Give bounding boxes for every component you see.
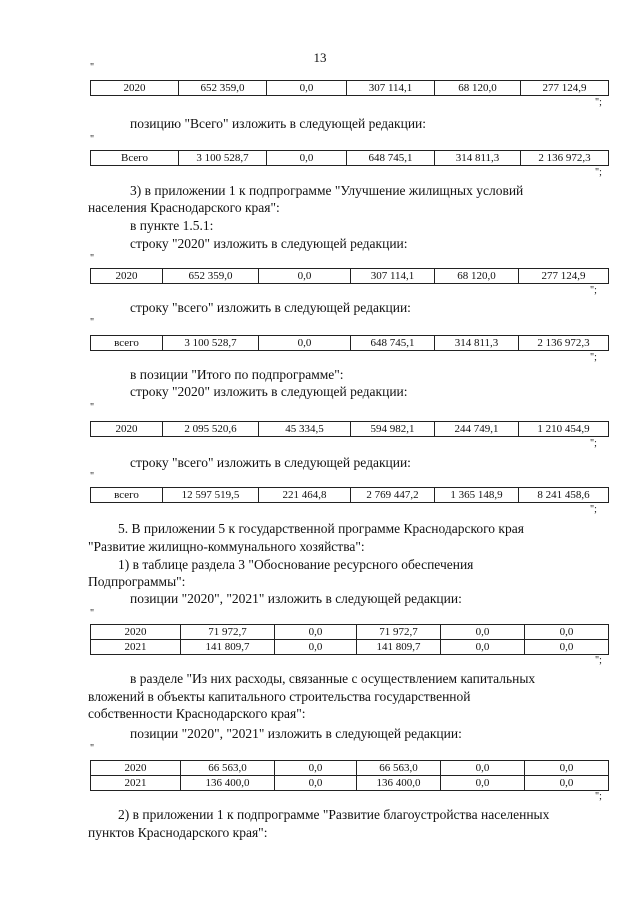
table-cell: 0,0 (525, 761, 609, 776)
paragraph: в пункте 1.5.1: (130, 218, 214, 233)
table-cell: 0,0 (525, 776, 609, 791)
table-cell: 0,0 (441, 640, 525, 655)
paragraph: позицию "Всего" изложить в следующей редакции: (130, 116, 427, 131)
table-cell: 0,0 (259, 336, 351, 351)
table-cell: 68 120,0 (435, 81, 521, 96)
open-quote: " (90, 402, 95, 413)
paragraph: строку "всего" изложить в следующей редакции: (130, 455, 411, 470)
table-row (91, 640, 609, 655)
table-cell: 1 365 148,9 (435, 488, 519, 503)
table-cell: 652 359,0 (163, 269, 259, 284)
table-cell: 45 334,5 (259, 422, 351, 437)
table-cell: всего (91, 336, 163, 351)
paragraph: вложений в объекты капитального строительства государственной (88, 689, 471, 704)
page-number: 13 (313, 50, 327, 65)
close-quote: "; (595, 167, 602, 178)
table-cell: 244 749,1 (435, 422, 519, 437)
table-cell: 277 124,9 (521, 81, 609, 96)
open-quote: " (90, 608, 95, 619)
table-cell: 0,0 (275, 776, 357, 791)
close-quote: "; (595, 97, 602, 108)
table-row (91, 336, 609, 351)
close-quote: "; (590, 438, 597, 449)
data-table (90, 150, 609, 166)
data-table (90, 421, 609, 437)
table-cell: 66 563,0 (357, 761, 441, 776)
data-table (90, 760, 609, 791)
table-row (91, 81, 609, 96)
table-cell: 0,0 (525, 640, 609, 655)
table-cell: 66 563,0 (181, 761, 275, 776)
paragraph: позиции "2020", "2021" изложить в следующей редакции: (130, 591, 462, 606)
paragraph: "Развитие жилищно-коммунального хозяйства": (88, 539, 365, 554)
table-cell: 3 100 528,7 (179, 151, 267, 166)
paragraph: 2) в приложении 1 к подпрограмме "Развитие благоустройства населенных (118, 807, 550, 822)
table-cell: 2 769 447,2 (351, 488, 435, 503)
paragraph: строку "2020" изложить в следующей редакции: (130, 236, 408, 251)
table-cell: 0,0 (267, 81, 347, 96)
table-cell: 71 972,7 (181, 625, 275, 640)
table-row (91, 269, 609, 284)
table-cell: 2 136 972,3 (521, 151, 609, 166)
table-cell: 0,0 (441, 761, 525, 776)
table-cell: 141 809,7 (357, 640, 441, 655)
paragraph: в позиции "Итого по подпрограмме": (130, 367, 344, 382)
table-cell: 307 114,1 (347, 81, 435, 96)
table-cell: 2020 (91, 761, 181, 776)
paragraph: в разделе "Из них расходы, связанные с осуществлением капитальных (130, 671, 536, 686)
data-table (90, 80, 609, 96)
table-cell: 652 359,0 (179, 81, 267, 96)
table-cell: 2 095 520,6 (163, 422, 259, 437)
table-cell: 0,0 (267, 151, 347, 166)
close-quote: "; (595, 791, 602, 802)
table-cell: 0,0 (259, 269, 351, 284)
open-quote: " (90, 317, 95, 328)
table-cell: 277 124,9 (519, 269, 609, 284)
paragraph: 1) в таблице раздела 3 "Обоснование ресурсного обеспечения (118, 557, 474, 572)
table-cell: 8 241 458,6 (519, 488, 609, 503)
table-cell: 136 400,0 (181, 776, 275, 791)
table-cell: 648 745,1 (351, 336, 435, 351)
close-quote: "; (590, 504, 597, 515)
paragraph: пунктов Краснодарского края": (88, 825, 268, 840)
table-cell: 1 210 454,9 (519, 422, 609, 437)
table-cell: 0,0 (275, 625, 357, 640)
table-cell: 2021 (91, 640, 181, 655)
table-cell: 307 114,1 (351, 269, 435, 284)
table-cell: 0,0 (441, 776, 525, 791)
paragraph: собственности Краснодарского края": (88, 706, 306, 721)
data-table (90, 624, 609, 655)
close-quote: "; (595, 655, 602, 666)
table-row (91, 625, 609, 640)
table-cell: 2020 (91, 422, 163, 437)
table-cell: 2021 (91, 776, 181, 791)
table-cell: 221 464,8 (259, 488, 351, 503)
table-cell: 141 809,7 (181, 640, 275, 655)
paragraph: 3) в приложении 1 к подпрограмме "Улучшение жилищных условий (130, 183, 524, 198)
data-table (90, 487, 609, 503)
table-cell: 2020 (91, 625, 181, 640)
open-quote: " (90, 471, 95, 482)
table-row (91, 776, 609, 791)
table-cell: 2 136 972,3 (519, 336, 609, 351)
table-cell: 0,0 (441, 625, 525, 640)
table-cell: 314 811,3 (435, 151, 521, 166)
data-table (90, 335, 609, 351)
table-cell: всего (91, 488, 163, 503)
paragraph: 5. В приложении 5 к государственной программе Краснодарского края (118, 521, 524, 536)
table-cell: 314 811,3 (435, 336, 519, 351)
table-cell: 0,0 (275, 761, 357, 776)
table-cell: 0,0 (275, 640, 357, 655)
close-quote: "; (590, 352, 597, 363)
table-cell: 2020 (91, 81, 179, 96)
table-row (91, 761, 609, 776)
table-cell: 3 100 528,7 (163, 336, 259, 351)
table-row (91, 151, 609, 166)
data-table (90, 268, 609, 284)
table-cell: 71 972,7 (357, 625, 441, 640)
open-quote: " (90, 253, 95, 264)
open-quote: " (90, 134, 95, 145)
paragraph: строку "всего" изложить в следующей редакции: (130, 300, 411, 315)
table-row (91, 488, 609, 503)
paragraph: строку "2020" изложить в следующей редакции: (130, 384, 408, 399)
table-cell: 68 120,0 (435, 269, 519, 284)
paragraph: позиции "2020", "2021" изложить в следующей редакции: (130, 726, 462, 741)
paragraph: Подпрограммы": (88, 574, 186, 589)
table-cell: 136 400,0 (357, 776, 441, 791)
paragraph: населения Краснодарского края": (88, 200, 280, 215)
open-quote: " (90, 62, 95, 73)
table-row (91, 422, 609, 437)
open-quote: " (90, 743, 95, 754)
table-cell: 12 597 519,5 (163, 488, 259, 503)
table-cell: Всего (91, 151, 179, 166)
close-quote: "; (590, 285, 597, 296)
table-cell: 2020 (91, 269, 163, 284)
table-cell: 648 745,1 (347, 151, 435, 166)
table-cell: 0,0 (525, 625, 609, 640)
table-cell: 594 982,1 (351, 422, 435, 437)
